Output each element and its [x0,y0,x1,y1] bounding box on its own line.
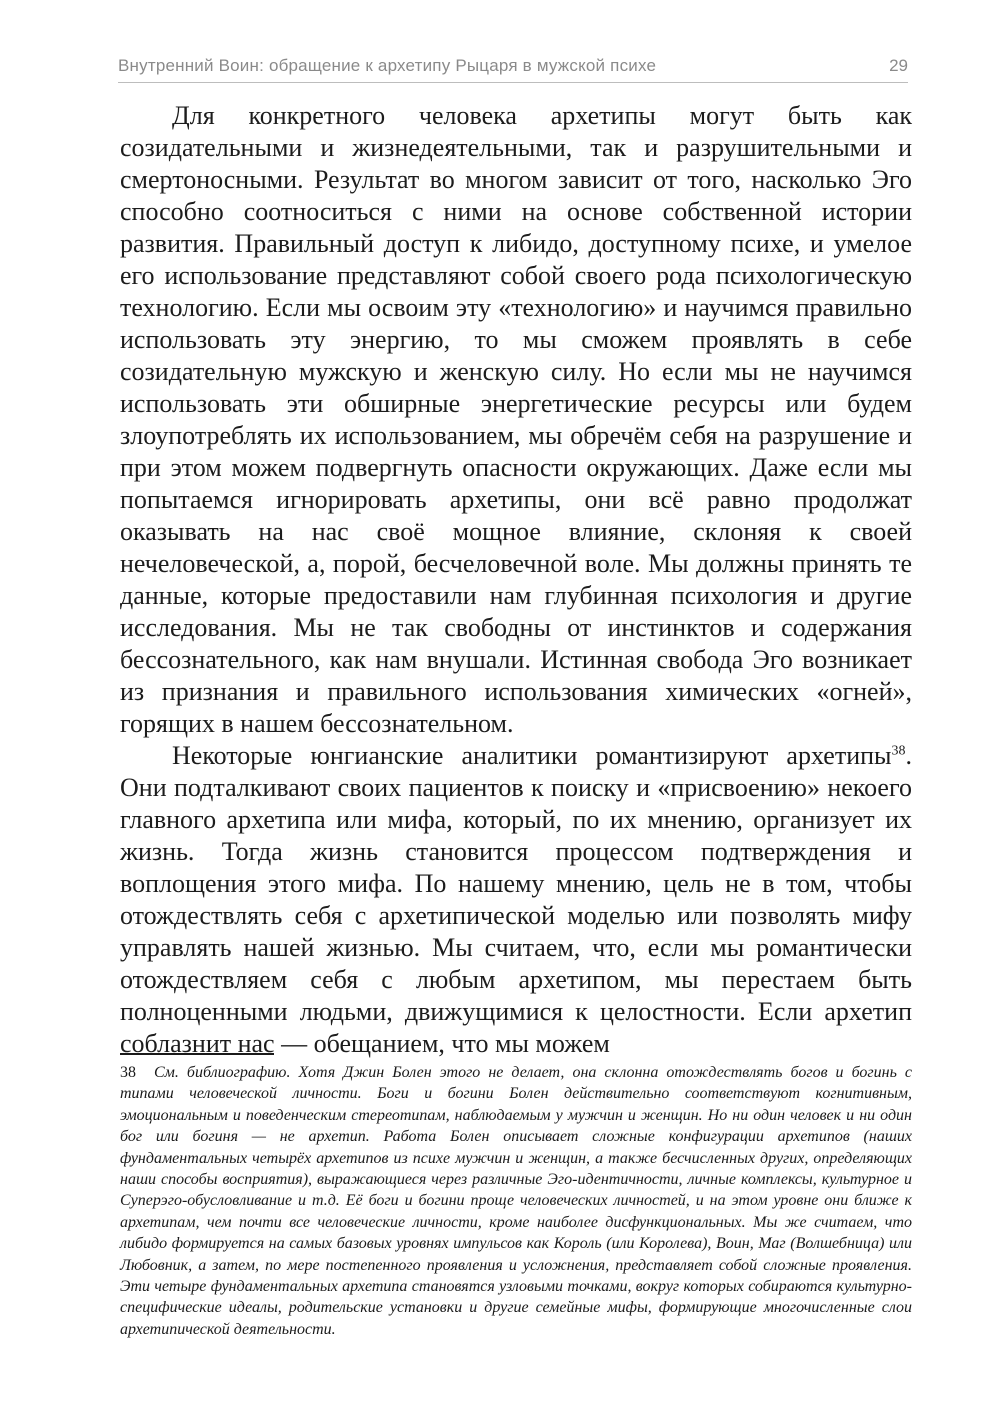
paragraph-1: Для конкретного человека архетипы могут быть как созидательными и жизнедеятельными, так и разрушительными и смертоносными. Результат во многом зависит от того, насколько Эго способно соотноситься с ними на основе собственной истории развития. Правильный доступ к либидо, доступному психе, и умелое его использование представляют собой своего рода психологическую технологию. Если мы освоим эту «технологию» и научимся правильно использовать эту энергию, то мы сможем проявлять в себе созидательную мужскую и женскую силу. Но если мы не научимся использовать эти обширные энергетические ресурсы или будем злоупотреблять их использованием, мы обречём себя на разрушение и при этом можем подвергнуть опасности окружающих. Даже если мы попытаемся игнорировать архетипы, они всё равно продолжат оказывать на нас своё мощное влияние, склоняя к своей нечеловеческой, а, порой, бесчеловечной воле. Мы должны принять те данные, которые предоставили нам глубинная психология и другие исследования. Мы не так свободны от инстинктов и содержания бессознательного, как нам внушали. Истинная свобода Эго возникает из признания и правильного использования химических «огней», горящих в нашем бессознательном. [120,101,912,738]
running-title: Внутренний Воин: обращение к архетипу Рыцаря в мужской психе [118,56,657,75]
footnote-reference[interactable]: 38 [891,743,906,759]
footnote-divider [120,1053,274,1055]
footnote-38 [120,1062,912,1340]
running-header [118,52,908,83]
paragraph-2 [120,740,912,1060]
main-text [120,100,912,1060]
footnote-number: 38 [120,1064,136,1081]
page-number: 29 [889,56,908,75]
paragraph-2-start: Некоторые юнгианские аналитики романтизируют архетипы [172,741,892,770]
footnote-text: См. библиографию. Хотя Джин Болен этого не делает, она склонна отождествлять богов и богинь с типами человеческой личности. Боги и богини Болен действительно соответствуют когнитивным, эмоциональным и поведенческим стереотипам, наблюдаемым у мужчин и женщин. Но ни один человек и ни один бог или богиня — не архетип. Работа Болен описывает сложные конфигурации архетипов (наших фундаментальных четырёх архетипов из психе мужчин и женщин, а также бесчисленных других, определяющих наши способы восприятия), выражающиеся через различные Эго-идентичности, личные комплексы, культурное и Суперэго-обусловливание и т.д. Её боги и богини проще человеческих личностей, и на этом уровне они ближе к архетипам, чем почти все человеческие личности, кроме наиболее дисфункциональных. Мы же считаем, что либидо формируется на самых базовых уровнях импульсов как Король (или Королева), Воин, Маг (Волшебница) или Любовник, а затем, по мере постепенного проявления и усложнения, представляет собой сложные проявления. Эти четыре фундаментальных архетипа становятся узловыми точками, вокруг которых собираются культурно-специфические идеалы, родительские установки и другие семейные мифы, формирующие многочисленные слои архетипической деятельности. [120,1064,912,1338]
paragraph-2-rest: . Они подталкивают своих пациентов к поиску и «присвоению» некоего главного архетипа или мифа, который, по их мнению, организует их жизнь. Тогда жизнь становится процессом подтверждения и воплощения этого мифа. По нашему мнению, цель не в том, чтобы отождествлять себя с архетипической моделью или позволять мифу управлять нашей жизнью. Мы считаем, что, если мы романтически отождествляем себя с любым архетипом, мы перестаем быть полноценными людьми, движущимися к целостности. Если архетип соблазнит нас — обещанием, что мы можем [120,741,912,1058]
